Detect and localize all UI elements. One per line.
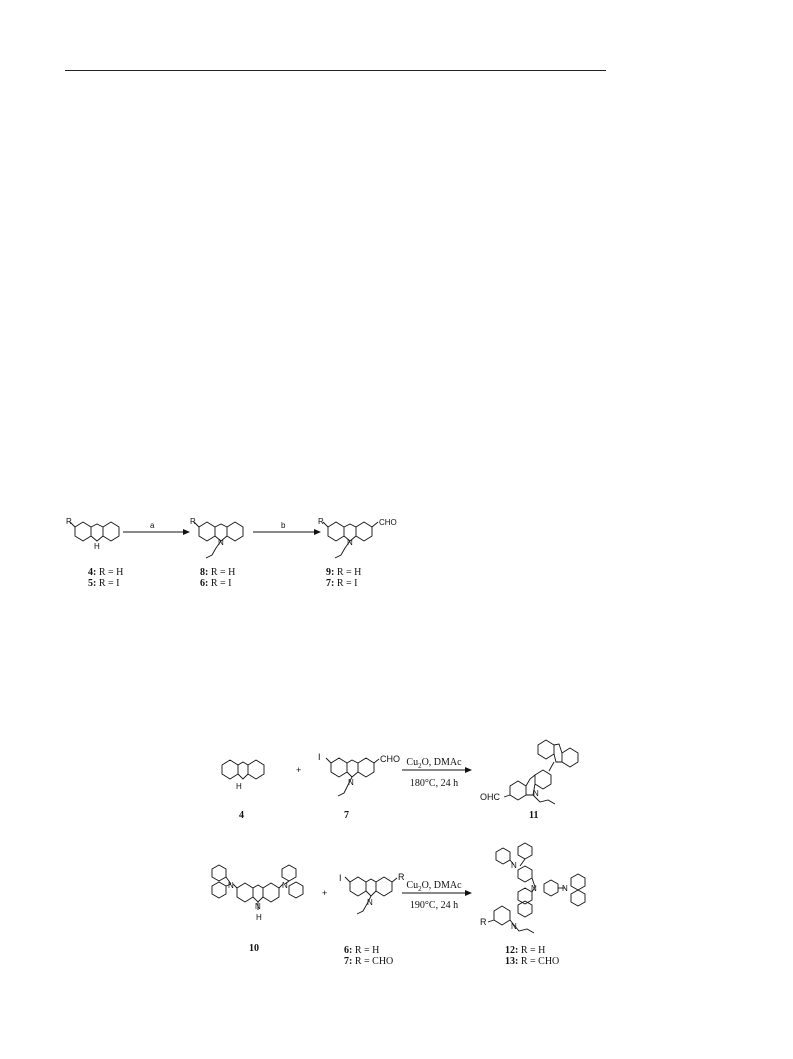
scheme3-10-n-left: N [228, 881, 234, 890]
scheme3-product-n-mid: N [531, 884, 537, 893]
scheme2-iodo-label: I [318, 752, 321, 762]
scheme3-label-12: 12: R = H [505, 945, 546, 956]
scheme2-compound-4: 4 [239, 810, 244, 821]
scheme1-label-5: 5: R = I [88, 578, 120, 589]
int-n-label: N [218, 538, 224, 547]
scheme3-10-h: H [256, 913, 262, 922]
scheme3-product-r: R [480, 917, 487, 927]
scheme2-product-n: N [533, 789, 539, 798]
scheme3-iodo-label: I [339, 873, 342, 883]
scheme2-cho-label: CHO [380, 754, 400, 764]
scheme2-n-label: N [348, 778, 354, 787]
scheme1-label-4: 4: R = H [88, 567, 124, 578]
scheme1-label-9: 9: R = H [326, 567, 362, 578]
arrow-a-label: a [150, 521, 155, 530]
scheme2-ohc-label: OHC [480, 792, 500, 802]
scheme1-label-8: 8: R = H [200, 567, 236, 578]
scheme1-label-6: 6: R = I [200, 578, 232, 589]
prod-n-label: N [347, 538, 353, 547]
scheme3-product-n-right: N [562, 884, 568, 893]
carbazole-4-nh: H [236, 782, 242, 791]
scheme3-product-n-top: N [511, 861, 517, 870]
scheme3-label-13: 13: R = CHO [505, 956, 560, 967]
sm-substituent-label: R [66, 517, 72, 526]
scheme1-label-7: 7: R = I [326, 578, 358, 589]
scheme2-condition-temp: 180°C, 24 h [409, 778, 459, 789]
scheme3-label-6: 6: R = H [344, 945, 380, 956]
int-substituent-label: R [190, 517, 196, 526]
scheme3-10-n-right: N [282, 881, 288, 890]
scheme3-label-7: 7: R = CHO [344, 956, 394, 967]
prod-cho-label: CHO [379, 518, 397, 527]
scheme3-10-n-center: N [255, 902, 261, 911]
scheme2-compound-11: 11 [529, 810, 539, 821]
scheme3-r-label: R [398, 872, 405, 882]
scheme3-plus: + [322, 888, 328, 898]
scheme3-n-label: N [367, 898, 373, 907]
scheme3-condition-temp: 190°C, 24 h [409, 900, 459, 911]
scheme2-condition-reagents: $Cu_2O$, DMAc [406, 757, 462, 770]
scheme2-plus: + [296, 765, 302, 775]
scheme2-compound-7: 7 [344, 810, 349, 821]
scheme3-condition-reagents: $Cu_2O$, DMAc [406, 880, 462, 893]
sm-nh-label: H [94, 542, 100, 551]
scheme3-product-n-bottom: N [511, 922, 517, 931]
scheme3-compound-10: 10 [249, 943, 259, 954]
arrow-b-label: b [281, 521, 286, 530]
prod-substituent-label: R [318, 517, 324, 526]
iodo-6-7-structure [345, 877, 397, 914]
